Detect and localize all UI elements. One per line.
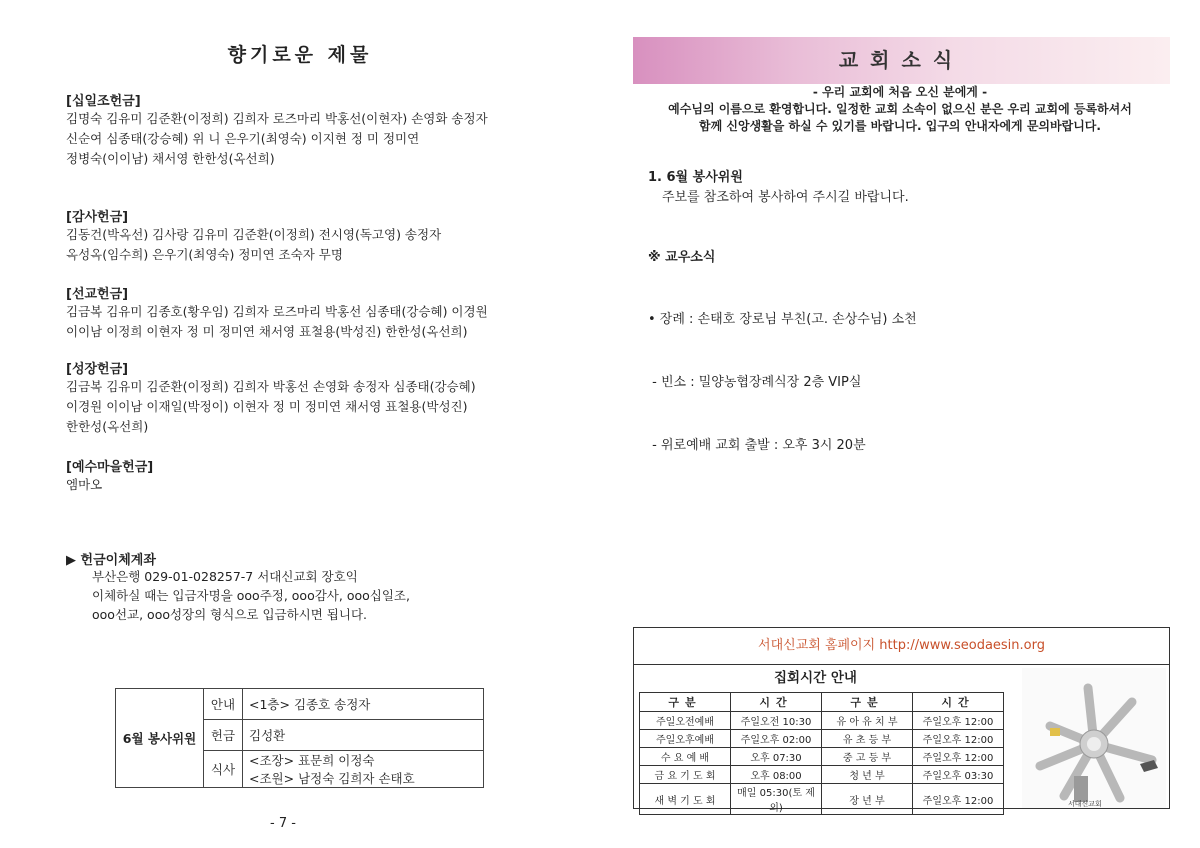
category-cell: 헌금 (204, 720, 243, 751)
news-body (648, 267, 917, 477)
value-cell: <조장> 표문희 이정숙 (243, 751, 484, 770)
news-heading: ※ 교우소식 (648, 250, 716, 265)
church-building-icon (1074, 776, 1088, 802)
donor-line: 신순여 심종태(강승혜) 위 니 은우기(최영숙) 이지현 정 미 정미연 (66, 131, 420, 146)
table-row (640, 784, 1004, 815)
section-body (66, 109, 546, 169)
column-header: 구분 (822, 693, 913, 712)
account-line: ooo선교, ooo성장의 형식으로 입금하시면 됩니다. (92, 607, 368, 622)
account-line: 이체하실 때는 입금자명을 ooo주정, ooo감사, ooo십일조, (92, 588, 410, 603)
value-cell: <1층> 김종호 송정자 (243, 689, 484, 720)
account-heading: ▶ 헌금이체계좌 (66, 553, 156, 568)
section-heading: [선교헌금] (66, 287, 129, 302)
table-cell: 유 아 유 치 부 (822, 712, 913, 730)
table-cell: 주일오전예배 (640, 712, 731, 730)
section-heading: [감사헌금] (66, 210, 129, 225)
item-body: 주보를 참조하여 봉사하여 주시길 바랍니다. (662, 190, 909, 205)
news-banner (633, 37, 1170, 84)
section-body (66, 302, 546, 342)
offering-section-tithe (66, 90, 546, 169)
schedule-table (639, 692, 1004, 815)
account-line: 부산은행 029-01-028257-7 서대신교회 장호익 (92, 569, 358, 584)
category-cell: 식사 (204, 751, 243, 788)
offering-section-mission (66, 283, 546, 342)
column-header: 구분 (640, 693, 731, 712)
section-heading: [예수마을헌금] (66, 460, 154, 475)
category-cell: 안내 (204, 689, 243, 720)
church-info-box (633, 627, 1170, 814)
section-body (66, 377, 546, 437)
table-row (640, 730, 1004, 748)
table-cell: 금 요 기 도 회 (640, 766, 731, 784)
table-cell: 주일오전 10:30 (731, 712, 822, 730)
section-body (66, 225, 546, 265)
column-header: 시간 (731, 693, 822, 712)
section-heading: [십일조헌금] (66, 94, 141, 109)
welcome-message (640, 84, 1160, 135)
donor-line: 한한성(옥선희) (66, 419, 149, 434)
value-cell: 김성환 (243, 720, 484, 751)
donor-line: 김명숙 김유미 김준환(이정희) 김희자 로즈마리 박홍선(이현자) 손영화 송정자 (66, 111, 488, 126)
donor-line: 김금복 김유미 김종호(황우임) 김희자 로즈마리 박홍선 심종태(강승혜) 이경원 (66, 304, 488, 319)
table-row (640, 712, 1004, 730)
news-line: - 위로예배 교회 출발 : 오후 3시 20분 (648, 438, 866, 453)
donor-line: 이이남 이정희 이현자 정 미 정미연 채서영 표철용(박성진) 한한성(옥선희) (66, 324, 468, 339)
column-header: 시간 (913, 693, 1004, 712)
table-cell: 주일오후 12:00 (913, 730, 1004, 748)
welcome-line: 함께 신앙생활을 하실 수 있기를 바랍니다. 입구의 안내자에게 문의바랍니다. (699, 119, 1101, 133)
donor-line: 정병숙(이이남) 채서영 한한성(옥선희) (66, 151, 275, 166)
page-title: 향기로운 제물 (227, 44, 373, 66)
table-cell: 새 벽 기 도 회 (640, 784, 731, 815)
table-cell: 중 고 등 부 (822, 748, 913, 766)
account-info (92, 567, 410, 624)
map-graphic (1022, 668, 1166, 808)
table-cell: 주일오후 12:00 (913, 748, 1004, 766)
table-cell: 주일오후 12:00 (913, 784, 1004, 815)
landmark-marker-icon (1050, 728, 1060, 736)
table-cell: 장 년 부 (822, 784, 913, 815)
homepage-link[interactable]: 서대신교회 홈페이지 http://www.seodaesin.org (634, 628, 1169, 665)
table-cell: 주일오후예배 (640, 730, 731, 748)
table-cell: 유 초 등 부 (822, 730, 913, 748)
offering-section-growth (66, 358, 546, 437)
welcome-line: 예수님의 이름으로 환영합니다. 일정한 교회 소속이 없으신 분은 우리 교회에 등록하셔서 (668, 102, 1132, 116)
table-cell: 주일오후 03:30 (913, 766, 1004, 784)
offering-section-village (66, 456, 546, 495)
table-cell: 매일 05:30(토 제외) (731, 784, 822, 815)
donor-line: 이경원 이이남 이재일(박정이) 이현자 정 미 정미연 채서영 표철용(박성진) (66, 399, 468, 414)
table-row (640, 748, 1004, 766)
banner-title: 교회소식 (838, 48, 965, 72)
section-heading: [성장헌금] (66, 362, 129, 377)
table-cell: 오후 07:30 (731, 748, 822, 766)
offering-section-thanks (66, 206, 546, 265)
map-church-label: 서대신교회 (1068, 800, 1102, 808)
table-cell: 주일오후 12:00 (913, 712, 1004, 730)
table-cell: 수 요 예 배 (640, 748, 731, 766)
table-row (640, 766, 1004, 784)
table-cell: 주일오후 02:00 (731, 730, 822, 748)
schedule-title: 집회시간 안내 (774, 670, 857, 686)
location-map (1022, 668, 1166, 808)
news-line: • 장례 : 손태호 장로님 부친(고. 손상수님) 소천 (648, 312, 917, 327)
table-cell: 오후 08:00 (731, 766, 822, 784)
page-number: - 7 - (270, 816, 296, 831)
section-body (66, 475, 546, 495)
table-cell: 청 년 부 (822, 766, 913, 784)
donor-line: 옥성옥(임수희) 은우기(최영숙) 정미연 조숙자 무명 (66, 247, 343, 262)
value-cell: <조원> 남정숙 김희자 손태호 (243, 769, 484, 788)
donor-line: 엠마오 (66, 477, 103, 492)
news-line: - 빈소 : 밀양농협장례식장 2층 VIP실 (648, 375, 862, 390)
donor-line: 김동건(박옥선) 김사랑 김유미 김준환(이정희) 전시영(독고영) 송정자 (66, 227, 442, 242)
table-label: 6월 봉사위원 (116, 689, 204, 788)
welcome-heading: - 우리 교회에 처음 오신 분에게 - (812, 85, 988, 99)
item-heading: 1. 6월 봉사위원 (648, 170, 743, 185)
service-volunteer-table (115, 688, 484, 788)
donor-line: 김금복 김유미 김준환(이정희) 김희자 박홍선 손영화 송정자 심종태(강승혜) (66, 379, 476, 394)
